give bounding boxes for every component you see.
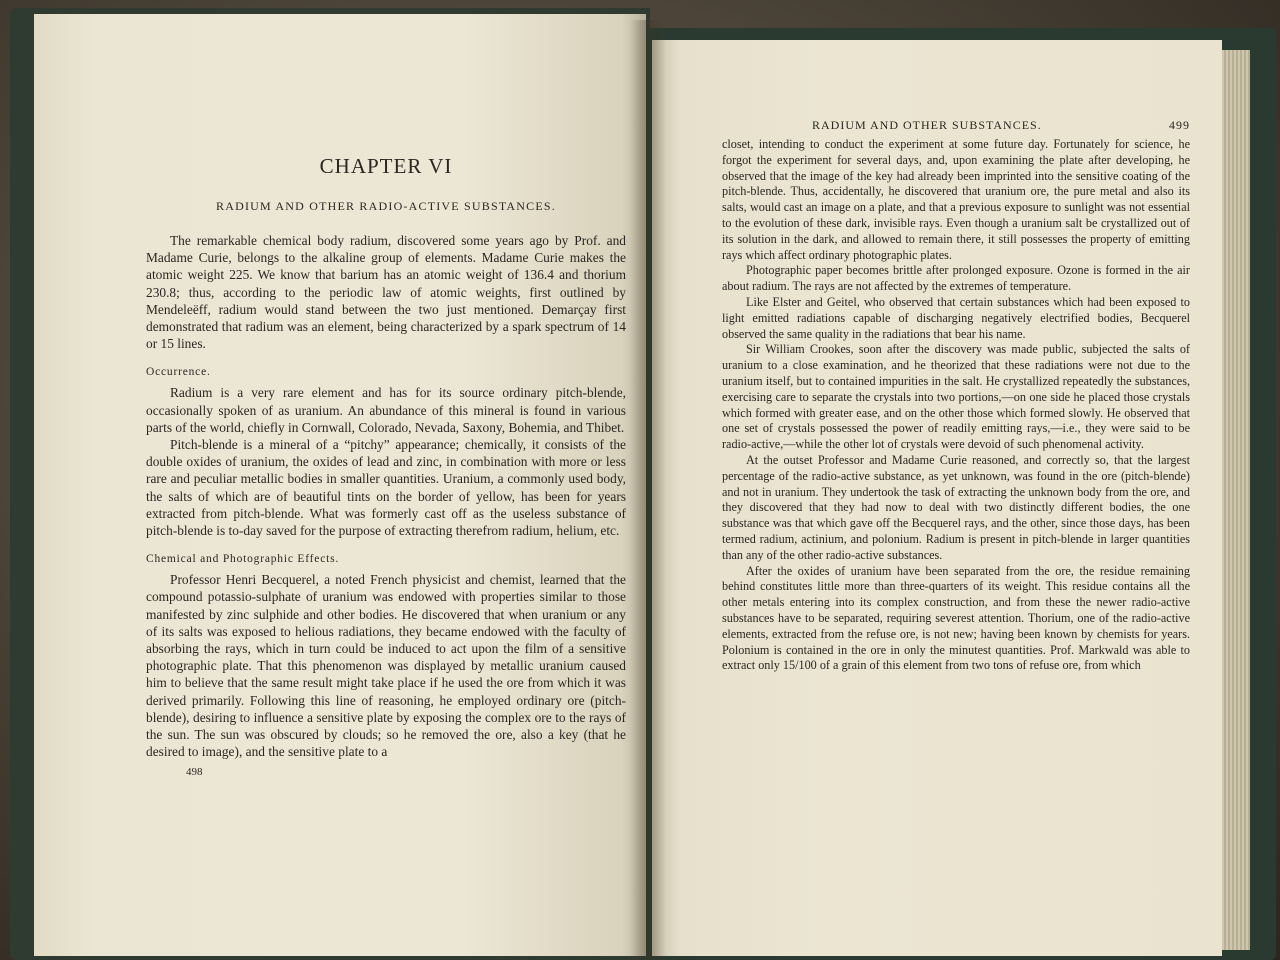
occurrence-paragraph-2: Pitch-blende is a mineral of a “pitchy” appearance; chemically, it consists of the double oxides of uranium, the oxides of lead and zinc, in combination with more or less rare and peculiar metallic bodies in smaller quantities. Uranium, a commonly used body, the salts of which are of beautiful tints on the border of yellow, has been for years extracted from pitch-blende. What was formerly cast off as the useless substance of pitch-blende is to-day saved for the purpose of extracting therefrom radium, helium, etc. [146,437,626,539]
running-head [722,118,1190,133]
right-paragraph-5: At the outset Professor and Madame Curie reasoned, and correctly so, that the largest percentage of the radio-active substance, as yet unknown, was found in the ore (pitch-blende) and not in uranium. They undertook the task of extracting the unknown body from the ore, and they discovered that they had now to deal with two distinctly different bodies, the one substance was that which gave off the Becquerel rays, and the other, since those days, has been termed radium, actinium, and polonium. Radium is present in pitch-blende in larger quantities than any of the other radio-active substances. [722,452,1190,562]
right-paragraph-1: closet, intending to conduct the experiment at some future day. Fortunately for science, he forgot the experiment for several days, and, upon examining the plate after developing, he observed that the image of the key had already been imprinted into the sensitive coating of the pitch-blende. Thus, accidentally, he discovered that uranium ore, the pure metal and also its salts, would cast an image on a plate, and that a previous exposure to sunlight was not essential to the evolution of these dark, invisible rays. Even though a uranium salt be crystallized out of its solution in the dark, and allowed to remain there, it still possesses the property of emitting rays which affect ordinary photographic plates. [722,137,1190,262]
page-number-right: 499 [1169,118,1190,132]
left-page [34,14,646,956]
intro-paragraph: The remarkable chemical body radium, discovered some years ago by Prof. and Madame Curie, belongs to the alkaline group of elements. Madame Curie makes the atomic weight 225. We know that barium has an atomic weight of 136.4 and thorium 230.8; thus, according to the periodic law of atomic weights, first outlined by Mendeleëff, radium would stand between the two just mentioned. Demarçay first demonstrated that radium was an element, being characterized by a spark spectrum of 14 or 15 lines. [146,233,626,352]
right-paragraph-4: Sir William Crookes, soon after the discovery was made public, subjected the salts of uranium to a close examination, and he theorized that these radiations were not due to the uranium itself, but to contained impurities in the salt. He crystallized repeatedly the substances, exercising care to separate the crystals into two portions,—on one side he placed those crystals which formed with greater ease, and on the other those which formed slowly. He observed that one set of crystals possessed the power of readily emitting rays,—i.e., they were said to be radio-active,—while the other lot of crystals were devoid of such phenomenal activity. [722,342,1190,452]
right-paragraph-2: Photographic paper becomes brittle after prolonged exposure. Ozone is formed in the air about radium. The rays are not affected by the extremes of temperature. [722,263,1190,294]
section-heading-occurrence: Occurrence. [146,366,211,379]
page-number-left: 498 [186,766,203,779]
occurrence-paragraph-1: Radium is a very rare element and has for its source ordinary pitch-blende, occasionally spoken of as uranium. An abundance of this mineral is found in various parts of the world, chiefly in Cornwall, Colorado, Nevada, Saxony, Bohemia, and Thibet. [146,385,626,435]
book-gutter [630,20,666,960]
chapter-title: CHAPTER VI [319,154,453,178]
right-paragraph-6: After the oxides of uranium have been separated from the ore, the residue remaining behind constitutes little more than three-quarters of its weight. This residue contains all the other metals entering into its complex construction, and from these the newer radio-active substances have to be separated, requiring severest attention. Thorium, one of the radio-active elements, extracted from the refuse ore, is not new; having been known by chemists for years. Polonium is contained in the ore in only the minutest quantities. Prof. Markwald was able to extract only 15/100 of a grain of this element from two tons of refuse ore, from which [722,563,1190,673]
section-heading-effects: Chemical and Photographic Effects. [146,553,340,566]
chapter-subtitle: RADIUM AND OTHER RADIO-ACTIVE SUBSTANCES. [216,199,556,213]
right-paragraph-3: Like Elster and Geitel, who observed that certain substances which had been exposed to light emitted radiations capable of discharging negatively electrified bodies, Becquerel observed the same quality in the radiations that bear his name. [722,294,1190,341]
effects-paragraph-1: Professor Henri Becquerel, a noted French physicist and chemist, learned that the compound potassio-sulphate of uranium was endowed with properties similar to those manifested by zinc sulphide and other bodies. He discovered that when uranium or any of its salts was exposed to helious radiations, they became endowed with the faculty of absorbing the rays, which in turn could be induced to act upon the film of a sensitive photographic plate. That this phenomenon was displayed by metallic uranium caused him to believe that the same result might take place if he used the ore from which it was derived primarily. Following this line of reasoning, he employed ordinary ore (pitch-blende), desiring to influence a sensitive plate by exposing the complex ore to the rays of the sun. The sun was obscured by clouds; so he removed the ore, also a key (that he desired to image), and the sensitive plate to a [146,572,626,760]
running-head-title: RADIUM AND OTHER SUBSTANCES. [812,118,1042,132]
right-page [652,40,1222,956]
